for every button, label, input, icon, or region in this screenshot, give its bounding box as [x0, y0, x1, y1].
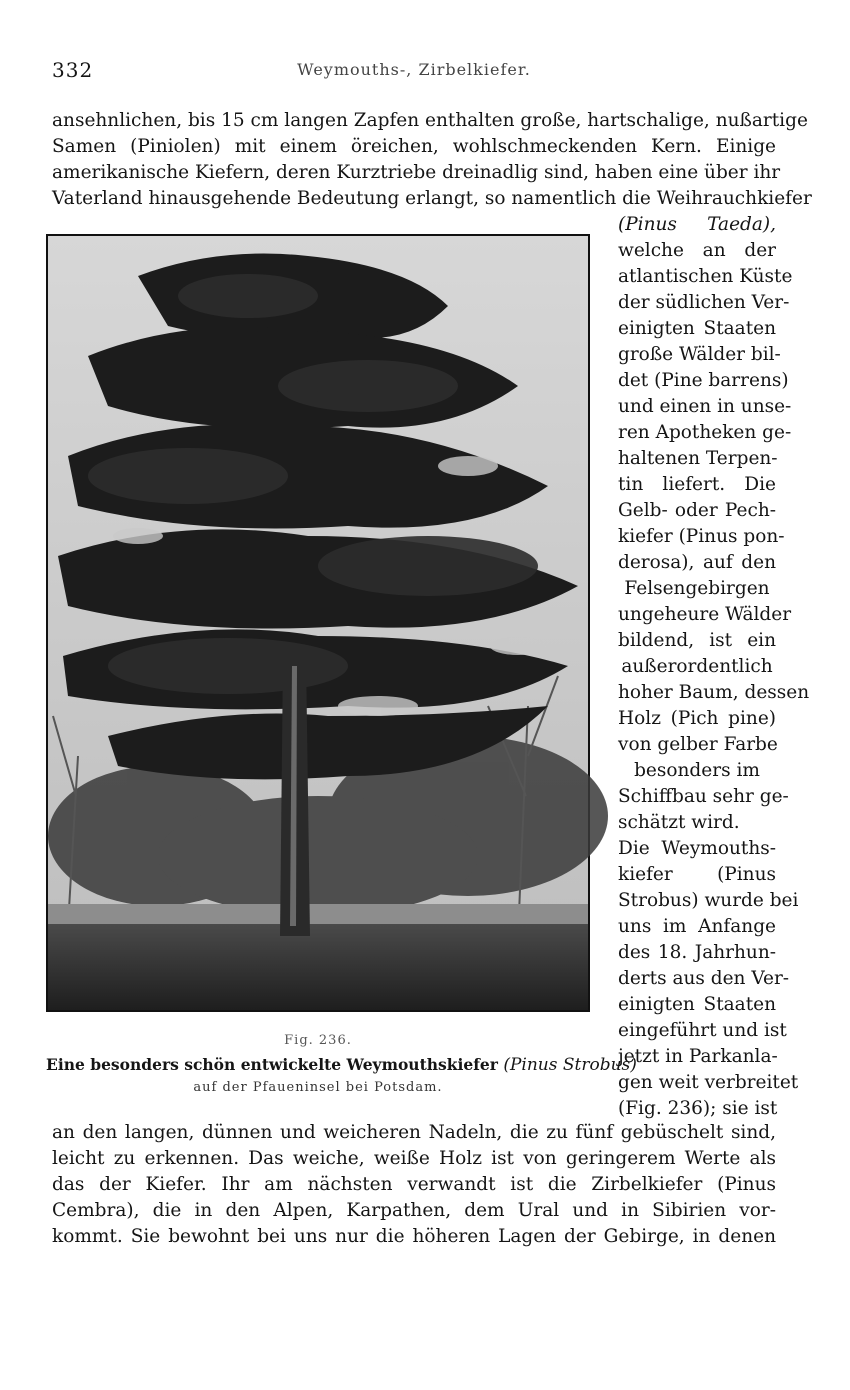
body-line: gen weit verbreitet [618, 1072, 799, 1093]
figure-caption [46, 1055, 637, 1075]
body-line: leicht zu erkennen. Das weiche, weiße Holz ist von geringerem Werte als [52, 1148, 776, 1169]
body-line: ansehnlichen, bis 15 cm langen Zapfen enthalten große, hartschalige, nußartige [52, 110, 808, 131]
body-line: Holz (Pich pine) [618, 708, 776, 729]
body-line: außerordentlich [621, 656, 773, 677]
body-line: des 18. Jahrhun- [618, 942, 776, 963]
body-line: das der Kiefer. Ihr am nächsten verwandt ist die Zirbelkiefer (Pinus [52, 1174, 776, 1195]
body-line: derosa), auf den [618, 552, 776, 573]
body-line: kiefer (Pinus [618, 864, 776, 885]
figure-photo-pine-tree [46, 234, 590, 1012]
body-line: uns im Anfange [618, 916, 776, 937]
page-number: 332 [52, 58, 94, 82]
body-line: tin liefert. Die [618, 474, 776, 495]
body-line: welche an der [618, 240, 776, 261]
body-line: an den langen, dünnen und weicheren Nadeln, die zu fünf gebüschelt sind, [52, 1122, 776, 1143]
body-line: Strobus) wurde bei [618, 890, 799, 911]
figure-number: Fig. 236. [284, 1033, 352, 1048]
body-line: und einen in unse- [618, 396, 792, 417]
body-line: der südlichen Ver- [618, 292, 790, 313]
body-line: det (Pine barrens) [618, 370, 789, 391]
figure-caption-latin: (Pinus Strobus) [503, 1055, 637, 1075]
body-line: besonders im [634, 760, 760, 781]
body-line: jetzt in Parkanla- [618, 1046, 778, 1067]
body-line: Samen (Piniolen) mit einem öreichen, wohlschmeckenden Kern. Einige [52, 136, 776, 157]
body-line: große Wälder bil- [618, 344, 781, 365]
body-line: amerikanische Kiefern, deren Kurztriebe dreinadlig sind, haben eine über ihr [52, 162, 781, 183]
body-line: hoher Baum, dessen [618, 682, 810, 703]
body-line: ren Apotheken ge- [618, 422, 792, 443]
body-line: ungeheure Wälder [618, 604, 792, 625]
running-head [52, 58, 776, 88]
body-line: von gelber Farbe [618, 734, 778, 755]
body-line: derts aus den Ver- [618, 968, 790, 989]
body-line: Felsengebirgen [624, 578, 770, 599]
body-line: eingeführt und ist [618, 1020, 787, 1041]
body-line: Gelb- oder Pech- [618, 500, 776, 521]
body-line: (Fig. 236); sie ist [618, 1098, 778, 1119]
running-title: Weymouths-, Zirbelkiefer. [297, 60, 531, 79]
body-line: kommt. Sie bewohnt bei uns nur die höheren Lagen der Gebirge, in denen [52, 1226, 776, 1247]
figure-caption-text: Eine besonders schön entwickelte Weymouthskiefer [46, 1055, 498, 1074]
body-line: Schiffbau sehr ge- [618, 786, 789, 807]
body-line: einigten Staaten [618, 318, 776, 339]
figure-subcaption: auf der Pfaueninsel bei Potsdam. [193, 1080, 443, 1095]
body-line: (Pinus Taeda), [618, 214, 776, 235]
body-line: schätzt wird. [618, 812, 740, 833]
body-line: einigten Staaten [618, 994, 776, 1015]
body-line: Die Weymouths- [618, 838, 776, 859]
body-line: bildend, ist ein [618, 630, 776, 651]
body-line: atlantischen Küste [618, 266, 793, 287]
body-line: Cembra), die in den Alpen, Karpathen, dem Ural und in Sibirien vor- [52, 1200, 776, 1221]
body-line: kiefer (Pinus pon- [618, 526, 785, 547]
body-line: Vaterland hinausgehende Bedeutung erlangt, so namentlich die Weihrauchkiefer [52, 188, 812, 209]
body-line: haltenen Terpen- [618, 448, 778, 469]
